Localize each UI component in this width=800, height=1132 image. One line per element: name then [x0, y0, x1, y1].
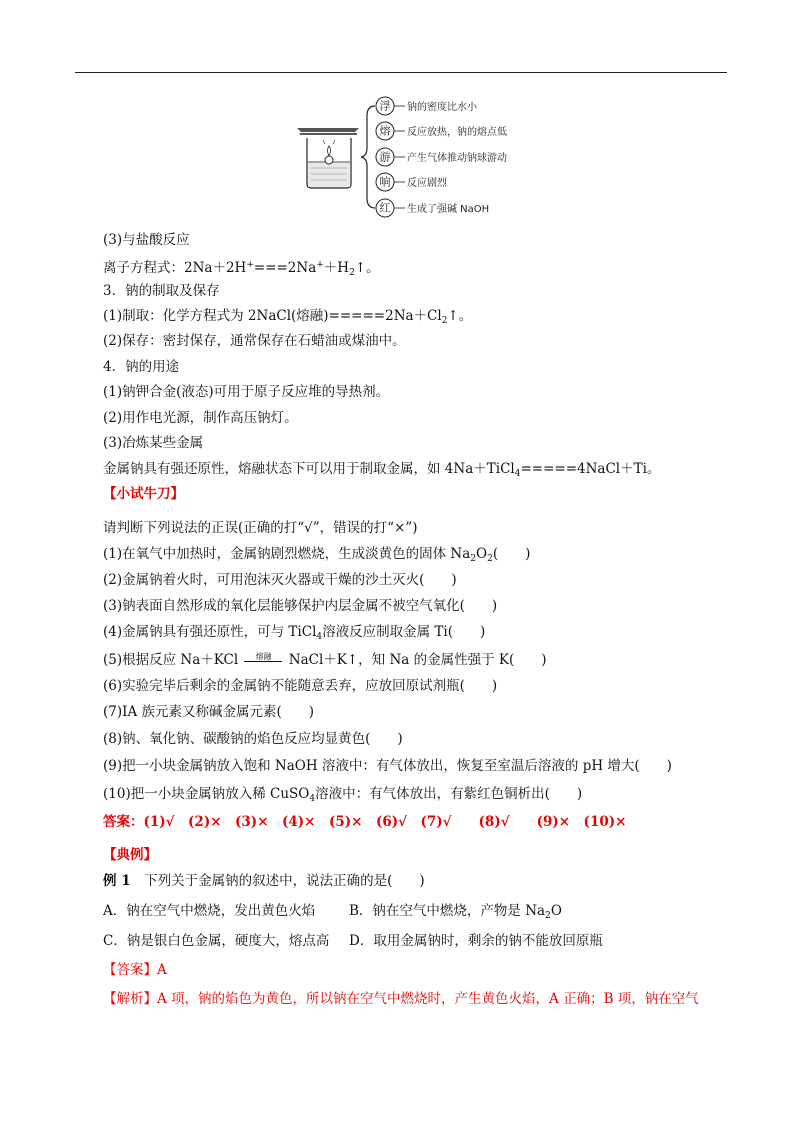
diagram-item-1 [376, 97, 478, 115]
option-d: D．取用金属钠时，剩余的钠不能放回原瓶 [349, 933, 603, 949]
svg-text:反应放热，钠的熔点低: 反应放热，钠的熔点低 [407, 127, 507, 138]
example-question: 例 1 下列关于金属钠的叙述中，说法正确的是( ) [103, 873, 425, 889]
diagram-item-5 [376, 199, 489, 217]
quiz-item-9: (9)把一小块金属钠放入饱和 NaOH 溶液中：有气体放出，恢复至室温后溶液的 pH 增大( ) [103, 758, 672, 774]
ionic-equation: 离子方程式：$2Na+2H^+===2Na^++H_2↑$。 [103, 260, 380, 278]
svg-text:反应剧烈: 反应剧烈 [407, 178, 447, 189]
option-b: B．钠在空气中燃烧，产物是 $Na_2O$ [349, 903, 562, 921]
svg-text:产生气体推动钠球游动: 产生气体推动钠球游动 [407, 153, 507, 164]
example-analysis: 【解析】A 项，钠的焰色为黄色，所以钠在空气中燃烧时，产生黄色火焰，A 正确；B 项，钠在空气 [103, 991, 699, 1007]
quiz-item-1: (1)在氧气中加热时，金属钠剧烈燃烧，生成淡黄色的固体 $Na_2O_2$( ) [103, 546, 531, 564]
quiz-item-7: (7)ⅠA 族元素又称碱金属元素( ) [103, 704, 315, 720]
use-3: (3)冶炼某些金属 [103, 435, 204, 451]
quiz-item-10: (10)把一小块金属钠放入稀 CuSO$_4$溶液中：有气体放出，有紫红色铜析出( ) [103, 786, 583, 804]
use-4-equation: 金属钠具有强还原性，熔融状态下可以用于制取金属，如 4Na＋TiCl$_4$=====4NaCl＋Ti。 [103, 461, 661, 479]
quiz-item-8: (8)钠、氧化钠、碳酸钠的焰色反应均显黄色( ) [103, 731, 403, 747]
reaction-arrow-condition: 熔融 [242, 655, 284, 667]
diagram-item-4 [376, 173, 448, 191]
svg-text:响: 响 [379, 175, 391, 189]
quiz-answer: 答案：(1)√ (2)× (3)× (4)× (5)× (6)√ (7)√ (8)√ (9)× (10)× [103, 814, 627, 830]
use-2: (2)用作电光源，制作高压钠灯。 [103, 410, 298, 426]
svg-text:红: 红 [379, 201, 391, 215]
section-4-title: 4．钠的用途 [103, 359, 180, 375]
option-a: A．钠在空气中燃烧，发出黄色火焰 [103, 903, 316, 919]
example-header: 【典例】 [103, 847, 157, 863]
svg-text:游: 游 [379, 150, 391, 164]
quiz-item-6: (6)实验完毕后剩余的金属钠不能随意丢弃，应放回原试剂瓶( ) [103, 678, 498, 694]
quiz-header: 【小试牛刀】 [103, 486, 184, 502]
beaker-illustration [297, 128, 359, 188]
svg-text:熔: 熔 [379, 124, 391, 138]
diagram-item-2 [376, 122, 507, 140]
svg-text:浮: 浮 [379, 99, 391, 113]
quiz-item-3: (3)钠表面自然形成的氧化层能够保护内层金属不被空气氧化( ) [103, 598, 498, 614]
use-1: (1)钠钾合金(液态)可用于原子反应堆的导热剂。 [103, 384, 390, 400]
diagram-item-3 [376, 148, 507, 166]
preparation-equation: (1)制取：化学方程式为 2NaCl(熔融)$=====2Na+Cl_2↑$。 [103, 308, 473, 326]
svg-text:钠的密度比水小: 钠的密度比水小 [407, 102, 477, 113]
quiz-item-2: (2)金属钠着火时，可用泡沫灭火器或干燥的沙土灭火( ) [103, 572, 457, 588]
storage-text: (2)保存：密封保存，通常保存在石蜡油或煤油中。 [103, 333, 406, 349]
quiz-instruction: 请判断下列说法的正误(正确的打“√”，错误的打“×”) [103, 520, 418, 536]
header-rule [75, 72, 727, 73]
hcl-reaction-title: (3)与盐酸反应 [103, 232, 190, 248]
section-3-title: 3．钠的制取及保存 [103, 283, 220, 299]
quiz-item-4: (4)金属钠具有强还原性，可与 TiCl$_4$溶液反应制取金属 Ti( ) [103, 624, 486, 642]
example-answer: 【答案】A [103, 962, 167, 978]
quiz-item-5: (5)根据反应 Na＋KCl 熔融 NaCl＋K↑，知 Na 的金属性强于 K( ) [103, 651, 547, 668]
svg-text:生成了强碱 NaOH: 生成了强碱 NaOH [407, 204, 490, 215]
option-c: C．钠是银白色金属，硬度大，熔点高 [103, 933, 330, 949]
sodium-water-diagram [295, 92, 535, 222]
